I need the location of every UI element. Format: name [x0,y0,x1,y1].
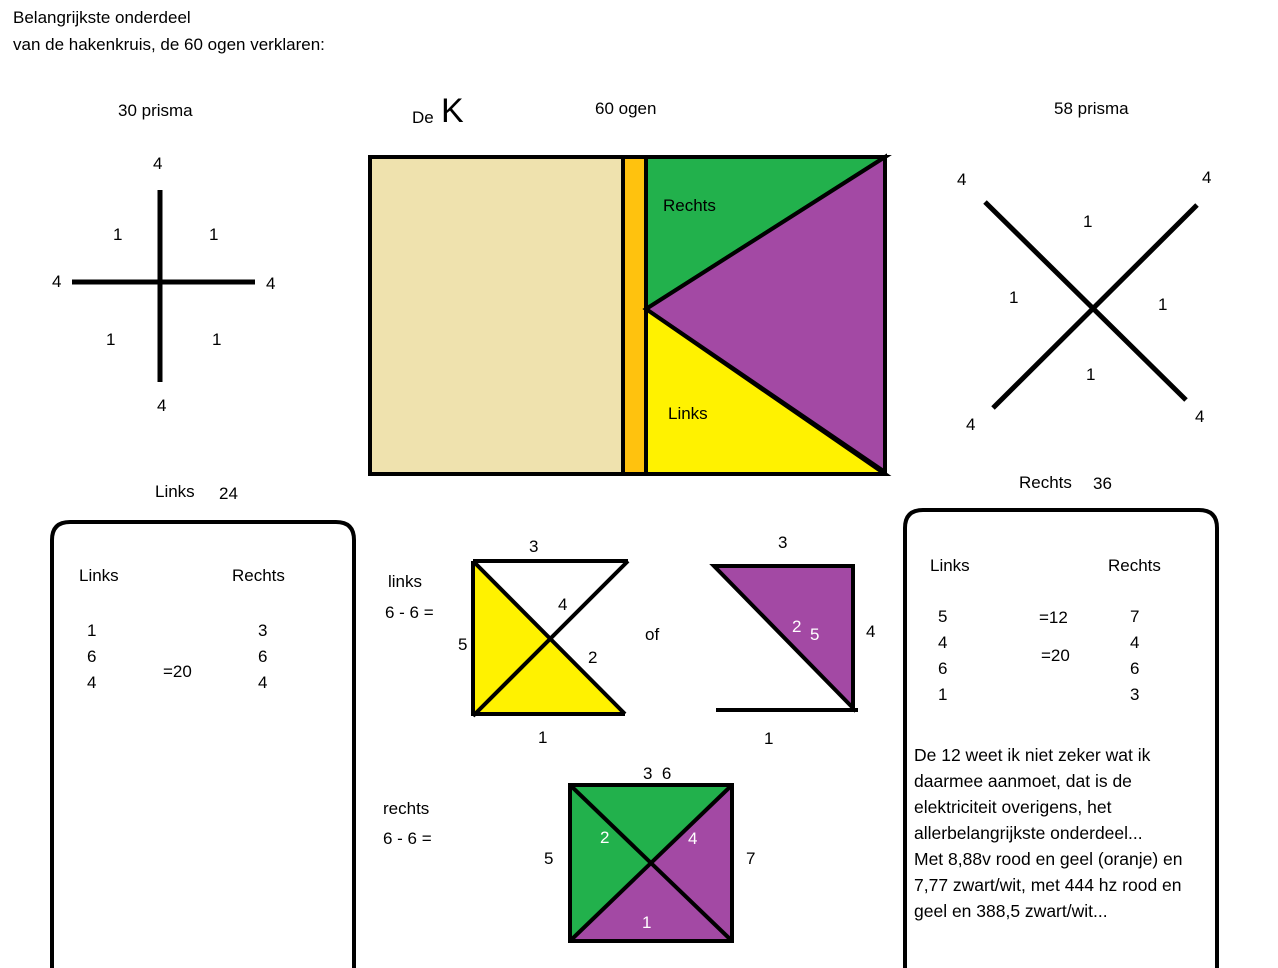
center-title: 60 ogen [595,99,657,118]
cross-left-left: 4 [52,272,62,291]
box-left-r2: 6 [258,647,268,666]
yl-inner-right-label: 2 [588,648,598,667]
box-left-r1: 3 [258,621,268,640]
pu-inner-label-1: 2 [792,617,802,636]
box-right-r3: 6 [1130,659,1140,678]
gr-inner-right-label: 4 [688,829,698,848]
k-beige-panel [370,157,623,474]
k-orange-bar [623,157,646,474]
cross-right-bl: 4 [966,415,976,434]
cross-right-left: 1 [1009,288,1019,307]
yl-top-label: 3 [529,537,539,556]
header-line1: Belangrijkste onderdeel [13,8,191,27]
yl-left-label: 5 [458,635,468,654]
box-left-l2: 6 [87,647,97,666]
yl-inner-top-label: 4 [558,595,568,614]
gr-right-label: 7 [746,849,756,868]
pu-right-label: 4 [866,622,876,641]
box-right-l2: 4 [938,633,948,652]
header-line2: van de hakenkruis, de 60 ogen verklaren: [13,35,325,54]
middle-links-label: links [388,572,423,591]
cross-right-right: 1 [1158,295,1168,314]
cross-right-title: 58 prisma [1054,99,1129,118]
gr-inner-bottom-label: 1 [642,913,652,932]
cross-left-title: 30 prisma [118,101,193,120]
cross-left-q-br: 1 [212,330,222,349]
box-right-l1: 5 [938,607,948,626]
pu-top-label: 3 [778,533,788,552]
box-right-r2: 4 [1130,633,1140,652]
gr-top-label: 3 6 [643,764,672,783]
middle-eq1: 6 - 6 = [385,603,434,622]
cross-right-tl: 4 [957,170,967,189]
cross-right-br: 4 [1195,407,1205,426]
box-right-heading: Rechts [1019,473,1072,492]
cross-right-tr: 4 [1202,168,1212,187]
box-right-l3: 6 [938,659,948,678]
box-right-col-left: Links [930,556,970,575]
cross-right-top: 1 [1083,212,1093,231]
center-k: K [441,92,464,130]
box-right-count: 36 [1093,474,1112,493]
box-left-l3: 4 [87,673,97,692]
box-left-eq: =20 [163,662,192,681]
pu-bottom-label: 1 [764,729,774,748]
cross-left-q-tl: 1 [113,225,123,244]
box-right-eq2: =20 [1041,646,1070,665]
cross-left-top: 4 [153,154,163,173]
cross-left-q-tr: 1 [209,225,219,244]
center-rechts: Rechts [663,196,716,215]
box-right-r4: 3 [1130,685,1140,704]
box-left-col-right: Rechts [232,566,285,585]
cross-left-q-bl: 1 [106,330,116,349]
box-left-col-left: Links [79,566,119,585]
middle-eq2: 6 - 6 = [383,829,432,848]
box-right-r1: 7 [1130,607,1140,626]
cross-left-bottom: 4 [157,396,167,415]
box-left-l1: 1 [87,621,97,640]
center-de: De [412,108,434,127]
middle-rechts-label: rechts [383,799,430,818]
purple-right-triangle [714,566,853,708]
box-right-col-right: Rechts [1108,556,1161,575]
center-links: Links [668,404,708,423]
box-left-heading: Links [155,482,195,501]
gr-inner-left-label: 2 [600,828,610,847]
gr-left-label: 5 [544,849,554,868]
box-right-eq1: =12 [1039,608,1068,627]
middle-of: of [645,625,660,644]
box-left-count: 24 [219,484,238,503]
pu-inner-label-2: 5 [810,625,820,644]
cross-left-right: 4 [266,274,276,293]
box-left-r3: 4 [258,673,268,692]
box-left-frame [52,522,354,968]
box-right-note: De 12 weet ik niet zeker wat ik daarmee aanmoet, dat is de elektriciteit overigens, het allerbelangrijkste onderdeel... Met 8,88v rood en geel (oranje) en 7,77 zwart/wit, met 444 hz rood en geel en 388,5 zwart/wit... [914,745,1183,921]
box-right-l4: 1 [938,685,948,704]
cross-right-bottom: 1 [1086,365,1096,384]
yl-bottom-label: 1 [538,728,548,747]
